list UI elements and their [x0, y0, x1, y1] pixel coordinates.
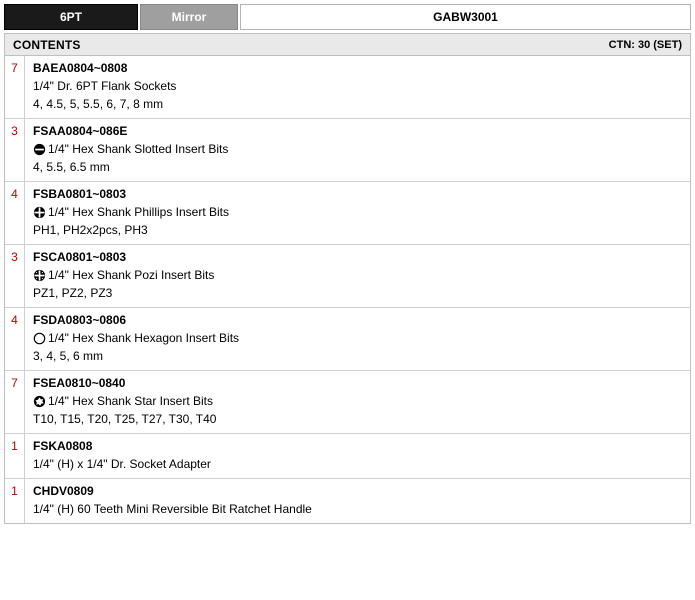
- item-description-row: [33, 266, 682, 284]
- table-row: [5, 371, 690, 434]
- ctn-quantity: CTN: 30 (SET): [608, 38, 682, 51]
- item-body: [25, 245, 690, 307]
- item-code: FSCA0801~0803: [33, 250, 127, 264]
- item-description-row: [33, 329, 682, 347]
- tab-6pt-label: 6PT: [59, 10, 82, 24]
- item-qty: 1: [5, 434, 25, 478]
- item-description: 1/4" Dr. 6PT Flank Sockets: [33, 79, 177, 93]
- item-body: [25, 479, 690, 523]
- item-code: CHDV0809: [33, 484, 94, 498]
- item-qty: 7: [5, 56, 25, 118]
- item-sizes: T10, T15, T20, T25, T27, T30, T40: [33, 412, 217, 426]
- item-sizes: PH1, PH2x2pcs, PH3: [33, 223, 148, 237]
- item-code: FSDA0803~0806: [33, 313, 127, 327]
- contents-title: CONTENTS: [13, 37, 81, 52]
- item-description: 1/4" (H) 60 Teeth Mini Reversible Bit Ratchet Handle: [33, 502, 312, 516]
- tab-6pt[interactable]: [4, 4, 138, 30]
- star-bit-icon: [33, 395, 46, 408]
- item-code: FSEA0810~0840: [33, 376, 126, 390]
- item-body: [25, 182, 690, 244]
- item-qty: 1: [5, 479, 25, 523]
- item-body: [25, 371, 690, 433]
- tab-mirror[interactable]: [140, 4, 238, 30]
- contents-header-row: [5, 34, 690, 56]
- table-row: [5, 182, 690, 245]
- phillips-bit-icon: [33, 206, 46, 219]
- item-code: FSBA0801~0803: [33, 187, 127, 201]
- item-description-row: [33, 500, 682, 518]
- item-description: 1/4" Hex Shank Slotted Insert Bits: [48, 142, 229, 156]
- item-body: [25, 56, 690, 118]
- item-description-row: [33, 140, 682, 158]
- tab-mirror-label: Mirror: [171, 10, 207, 24]
- product-code-header: [240, 4, 691, 30]
- item-description: 1/4" Hex Shank Star Insert Bits: [48, 394, 213, 408]
- item-description: 1/4" Hex Shank Phillips Insert Bits: [48, 205, 230, 219]
- item-code: FSAA0804~086E: [33, 124, 128, 138]
- table-row: [5, 245, 690, 308]
- item-code: FSKA0808: [33, 439, 93, 453]
- item-description: 1/4" Hex Shank Hexagon Insert Bits: [48, 331, 240, 345]
- item-qty: 3: [5, 119, 25, 181]
- item-qty: 3: [5, 245, 25, 307]
- item-body: [25, 119, 690, 181]
- item-sizes: 4, 5.5, 6.5 mm: [33, 160, 110, 174]
- item-sizes: 4, 4.5, 5, 5.5, 6, 7, 8 mm: [33, 97, 164, 111]
- table-row: [5, 479, 690, 523]
- slotted-bit-icon: [33, 143, 46, 156]
- hexagon-bit-icon: [33, 332, 46, 345]
- item-description-row: [33, 203, 682, 221]
- item-body: [25, 308, 690, 370]
- table-row: [5, 56, 690, 119]
- item-sizes: 3, 4, 5, 6 mm: [33, 349, 104, 363]
- item-qty: 7: [5, 371, 25, 433]
- item-description: 1/4" (H) x 1/4" Dr. Socket Adapter: [33, 457, 211, 471]
- contents-table: [4, 33, 691, 524]
- pozi-bit-icon: [33, 269, 46, 282]
- table-row: [5, 119, 690, 182]
- item-description-row: [33, 77, 682, 95]
- table-row: [5, 308, 690, 371]
- item-description: 1/4" Hex Shank Pozi Insert Bits: [48, 268, 215, 282]
- product-code-label: GABW3001: [433, 10, 498, 24]
- item-body: [25, 434, 690, 478]
- item-sizes: PZ1, PZ2, PZ3: [33, 286, 113, 300]
- item-description-row: [33, 392, 682, 410]
- table-row: [5, 434, 690, 479]
- item-description-row: [33, 455, 682, 473]
- item-qty: 4: [5, 308, 25, 370]
- item-code: BAEA0804~0808: [33, 61, 128, 75]
- tab-bar: [4, 4, 691, 30]
- item-qty: 4: [5, 182, 25, 244]
